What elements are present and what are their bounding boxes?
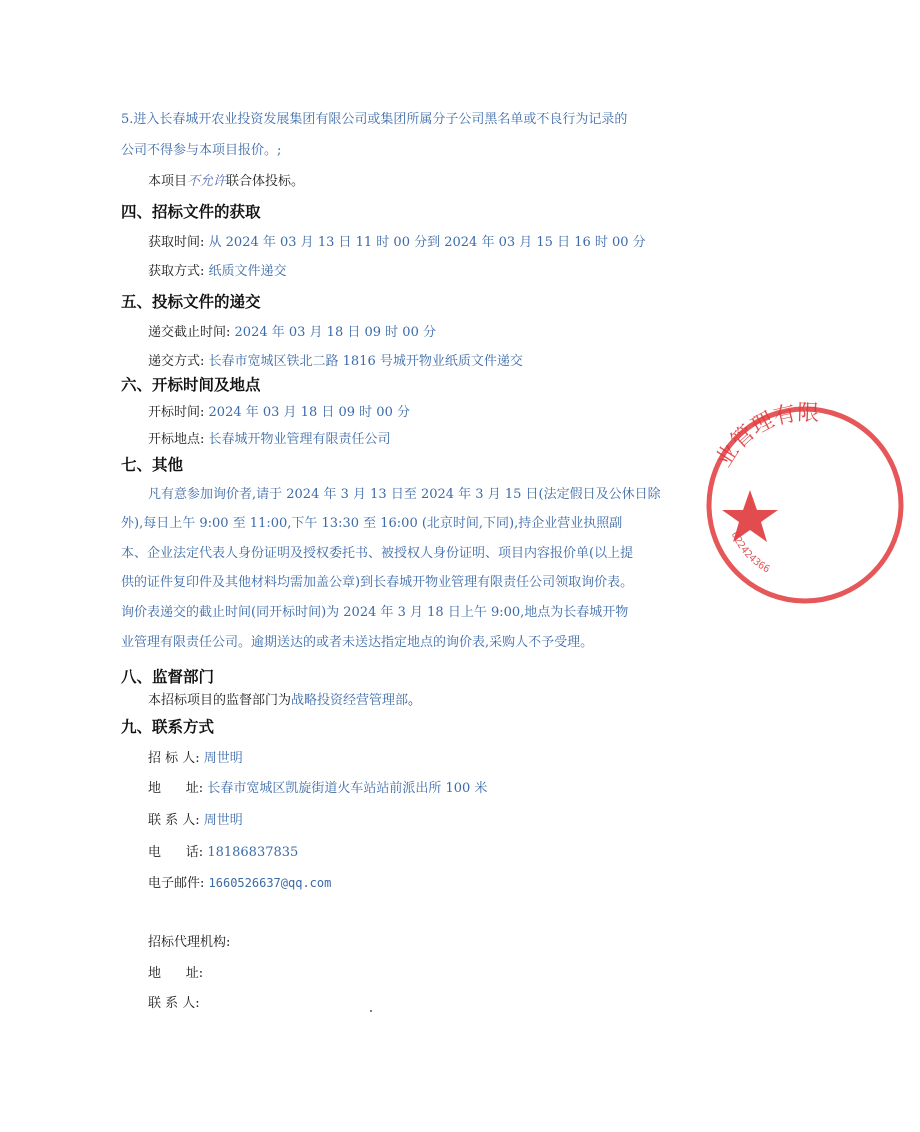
section8-text [148, 691, 421, 711]
seal-text: 业管理有限 [711, 400, 820, 472]
email-row [148, 873, 331, 894]
tenderer-row [148, 749, 243, 769]
section4-method-value: 纸质文件递交 [208, 264, 287, 279]
section6-title: 六、开标时间及地点 [121, 376, 261, 394]
section6-place [148, 430, 391, 450]
email-value: 1660526637@qq.com [208, 876, 332, 890]
agency-address-label: 地 址: [148, 966, 204, 981]
contact-row [148, 811, 243, 831]
section4-method [148, 262, 287, 282]
section5-method [148, 352, 523, 372]
section5-title: 五、投标文件的递交 [121, 293, 261, 311]
contact-value: 周世明 [203, 813, 243, 828]
section7-p4: 供的证件复印件及其他材料均需加盖公章)到长春城开物业管理有限责任公司领取询价表。 [121, 575, 634, 590]
address-label: 地 址: [148, 781, 204, 796]
item5-line2: 公司不得参与本项目报价。; [121, 143, 282, 158]
section4-method-label: 获取方式: [148, 264, 205, 279]
section4-time-value: 从 2024 年 03 月 13 日 11 时 00 分到 2024 年 03 月 15 日 16 时 00 分 [208, 235, 646, 250]
section5-method-value: 长春市宽城区铁北二路 1816 号城开物业纸质文件递交 [208, 354, 523, 369]
section8-text-prefix: 本招标项目的监督部门为 [148, 693, 292, 708]
agency-contact-label: 联 系 人: [148, 996, 200, 1011]
section8-text-value: 战略投资经营管理部 [291, 693, 409, 708]
phone-label: 电 话: [148, 845, 204, 860]
section6-time-value: 2024 年 03 月 18 日 09 时 00 分 [208, 405, 410, 420]
stray-dot [370, 1010, 372, 1012]
section6-time [148, 403, 410, 423]
section7-title: 七、其他 [121, 456, 184, 474]
consortium-line [148, 172, 304, 192]
tenderer-value: 周世明 [203, 751, 243, 766]
section7-p5: 询价表递交的截止时间(同开标时间)为 2024 年 3 月 18 日上午 9:00,地点为长春城开物 [121, 605, 629, 620]
seal-number: 022424366 [728, 530, 772, 576]
section5-deadline-value: 2024 年 03 月 18 日 09 时 00 分 [234, 325, 436, 340]
section6-time-label: 开标时间: [148, 405, 205, 420]
section9-title: 九、联系方式 [121, 718, 215, 736]
phone-value: 18186837835 [207, 845, 299, 860]
email-label: 电子邮件: [148, 876, 205, 891]
contact-label: 联 系 人: [148, 813, 200, 828]
section8-text-suffix: 。 [408, 693, 422, 708]
consortium-suffix: 联合体投标。 [226, 174, 305, 189]
section5-method-label: 递交方式: [148, 354, 205, 369]
section7-p1: 凡有意参加询价者,请于 2024 年 3 月 13 日至 2024 年 3 月 15 日(法定假日及公休日除 [148, 487, 661, 502]
company-seal [690, 390, 920, 620]
section6-place-label: 开标地点: [148, 432, 205, 447]
section5-deadline [148, 323, 436, 343]
section4-time [148, 233, 646, 253]
tenderer-label: 招 标 人: [148, 751, 200, 766]
section7-p2: 外),每日上午 9:00 至 11:00,下午 13:30 至 16:00 (北京时间,下同),持企业营业执照副 [121, 516, 623, 531]
section5-deadline-label: 递交截止时间: [148, 325, 231, 340]
address-row [148, 779, 487, 799]
section7-p6: 业管理有限责任公司。逾期送达的或者未送达指定地点的询价表,采购人不予受理。 [121, 635, 594, 650]
section8-title: 八、监督部门 [121, 668, 215, 686]
agency-label: 招标代理机构: [148, 935, 231, 950]
section7-p3: 本、企业法定代表人身份证明及授权委托书、被授权人身份证明、项目内容报价单(以上提 [121, 546, 634, 561]
item5-line1: 5.进入长春城开农业投资发展集团有限公司或集团所属分子公司黑名单或不良行为记录的 [121, 112, 628, 127]
phone-row [148, 843, 298, 863]
consortium-prefix: 本项目 [148, 174, 188, 189]
section4-time-label: 获取时间: [148, 235, 205, 250]
section6-place-value: 长春城开物业管理有限责任公司 [208, 432, 391, 447]
address-value: 长春市宽城区凯旋街道火车站站前派出所 100 米 [207, 781, 488, 796]
consortium-value: 不允许 [187, 174, 227, 189]
section4-title: 四、招标文件的获取 [121, 203, 261, 221]
